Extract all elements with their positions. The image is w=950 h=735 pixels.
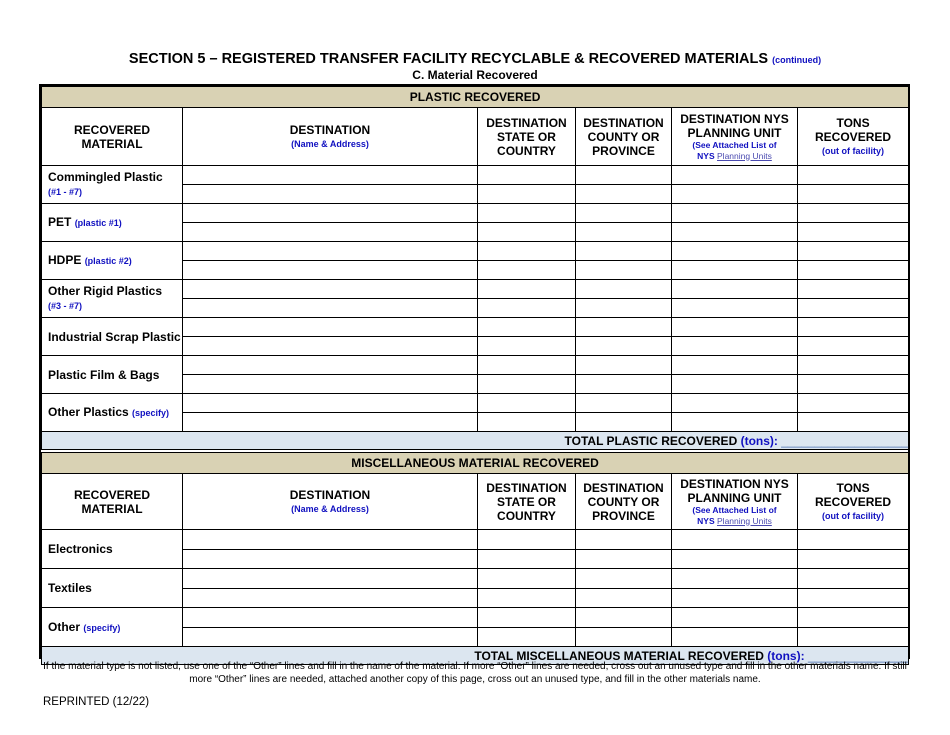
tons-field[interactable] [798, 318, 909, 337]
misc-total-label: TOTAL MISCELLANEOUS MATERIAL RECOVERED [474, 648, 764, 663]
planning-unit-field[interactable] [672, 261, 798, 280]
planning-unit-field[interactable] [672, 204, 798, 223]
planning-unit-field[interactable] [672, 549, 798, 569]
material-name: Industrial Scrap Plastic [48, 329, 181, 344]
col-material: RECOVERED MATERIAL [42, 474, 183, 530]
tons-field[interactable] [798, 337, 909, 356]
plastic-column-headers [42, 108, 909, 166]
reprint-label: REPRINTED (12/22) [43, 696, 150, 708]
col-material: RECOVERED MATERIAL [42, 108, 183, 166]
destination-field[interactable] [183, 242, 478, 261]
col-tons-note: (out of facility) [822, 145, 885, 156]
col-tons [798, 108, 909, 166]
section-subtitle: C. Material Recovered [412, 68, 538, 82]
col-planning-note [672, 140, 797, 162]
continued-label: (continued) [772, 55, 822, 65]
material-label [42, 356, 183, 394]
material-name: Textiles [48, 581, 92, 595]
state-field[interactable] [478, 318, 576, 337]
table-row [42, 394, 909, 413]
plastic-heading: PLASTIC RECOVERED [42, 87, 909, 108]
destination-field[interactable] [183, 337, 478, 356]
table-row [42, 166, 909, 185]
tons-field[interactable] [798, 549, 909, 569]
tons-field[interactable] [798, 166, 909, 185]
county-field[interactable] [576, 394, 672, 413]
material-note: (plastic #1) [74, 218, 122, 228]
state-field[interactable] [478, 549, 576, 569]
material-label [42, 166, 183, 204]
plastic-table [41, 86, 909, 450]
table-row [42, 318, 909, 337]
material-name: Other [48, 619, 81, 634]
col-county: DESTINATION COUNTY OR PROVINCE [576, 108, 672, 166]
material-name: Electronics [48, 542, 113, 556]
tons-field[interactable] [798, 185, 909, 204]
planning-unit-field[interactable] [672, 530, 798, 550]
col-destination [183, 108, 478, 166]
planning-unit-field[interactable] [672, 280, 798, 299]
planning-unit-field[interactable] [672, 394, 798, 413]
plastic-total-unit: (tons): [740, 433, 778, 448]
material-name: HDPE [48, 253, 82, 267]
col-planning [672, 474, 798, 530]
state-field[interactable] [478, 299, 576, 318]
material-name: Commingled Plastic [48, 170, 163, 184]
destination-field[interactable] [183, 608, 478, 628]
state-field[interactable] [478, 337, 576, 356]
county-field[interactable] [576, 608, 672, 628]
planning-unit-field[interactable] [672, 356, 798, 375]
title-text: SECTION 5 – REGISTERED TRANSFER FACILITY RECYCLABLE & RECOVERED MATERIALS [128, 51, 769, 67]
table-row [42, 242, 909, 261]
material-label [42, 242, 183, 280]
county-field[interactable] [576, 204, 672, 223]
col-state: DESTINATION STATE OR COUNTRY [478, 474, 576, 530]
material-name: Plastic Film & Bags [48, 367, 160, 382]
material-label [42, 530, 183, 569]
state-field[interactable] [478, 588, 576, 608]
tons-field[interactable] [798, 242, 909, 261]
county-field[interactable] [576, 530, 672, 550]
material-label [42, 204, 183, 242]
col-tons-note: (out of facility) [822, 510, 885, 521]
destination-field[interactable] [183, 569, 478, 589]
planning-note-b: NYS [697, 515, 715, 526]
destination-field[interactable] [183, 204, 478, 223]
col-destination [183, 474, 478, 530]
state-field[interactable] [478, 375, 576, 394]
destination-field[interactable] [183, 299, 478, 318]
planning-unit-field[interactable] [672, 375, 798, 394]
state-field[interactable] [478, 530, 576, 550]
col-state: DESTINATION STATE OR COUNTRY [478, 108, 576, 166]
county-field[interactable] [576, 299, 672, 318]
col-destination-label: DESTINATION [289, 122, 371, 137]
tons-field[interactable] [798, 608, 909, 628]
county-field[interactable] [576, 413, 672, 432]
table-row [42, 530, 909, 550]
planning-unit-field[interactable] [672, 337, 798, 356]
state-field[interactable] [478, 223, 576, 242]
col-tons-label: TONS RECOVERED [815, 115, 892, 144]
state-field[interactable] [478, 204, 576, 223]
destination-field[interactable] [183, 549, 478, 569]
table-row [42, 204, 909, 223]
material-note: (specify) [83, 622, 121, 633]
tons-field[interactable] [798, 356, 909, 375]
tons-field[interactable] [798, 299, 909, 318]
state-field[interactable] [478, 608, 576, 628]
col-planning [672, 108, 798, 166]
county-field[interactable] [576, 261, 672, 280]
destination-field[interactable] [183, 261, 478, 280]
county-field[interactable] [576, 356, 672, 375]
misc-rows [42, 530, 909, 647]
planning-units-link[interactable]: Planning Units [717, 515, 772, 526]
county-field[interactable] [576, 337, 672, 356]
plastic-total-row [42, 432, 909, 450]
col-county: DESTINATION COUNTY OR PROVINCE [576, 474, 672, 530]
table-row [42, 608, 909, 628]
tons-field[interactable] [798, 280, 909, 299]
table-row [42, 280, 909, 299]
material-note: (#3 - #7) [48, 301, 83, 311]
misc-table [41, 452, 909, 665]
planning-unit-field[interactable] [672, 223, 798, 242]
tons-field[interactable] [798, 627, 909, 647]
material-label [42, 318, 183, 356]
state-field[interactable] [478, 261, 576, 280]
planning-unit-field[interactable] [672, 627, 798, 647]
planning-note-a: (See Attached List of [692, 139, 777, 150]
county-field[interactable] [576, 549, 672, 569]
plastic-rows [42, 166, 909, 432]
table-row [42, 356, 909, 375]
destination-field[interactable] [183, 166, 478, 185]
material-note: (specify) [132, 408, 170, 418]
plastic-total-field[interactable]: ___________________ [781, 433, 909, 448]
county-field[interactable] [576, 280, 672, 299]
planning-unit-field[interactable] [672, 569, 798, 589]
material-name: Other Plastics [48, 405, 129, 419]
tons-field[interactable] [798, 569, 909, 589]
tons-field[interactable] [798, 394, 909, 413]
destination-field[interactable] [183, 588, 478, 608]
planning-unit-field[interactable] [672, 242, 798, 261]
misc-heading: MISCELLANEOUS MATERIAL RECOVERED [42, 453, 909, 474]
material-label [42, 394, 183, 432]
state-field[interactable] [478, 627, 576, 647]
col-tons [798, 474, 909, 530]
destination-field[interactable] [183, 627, 478, 647]
county-field[interactable] [576, 375, 672, 394]
destination-field[interactable] [183, 394, 478, 413]
county-field[interactable] [576, 588, 672, 608]
county-field[interactable] [576, 318, 672, 337]
planning-unit-field[interactable] [672, 166, 798, 185]
county-field[interactable] [576, 627, 672, 647]
section-title [0, 51, 950, 67]
footer-note: If the material type is not listed, use one of the “Other” lines and fill in the name of the material. If more “Other” lines are needed, cross out an unused type and fill in the other materials name. If still more “Other” lines are needed, attached another copy of this page, cross out an unused type, and fill in the other materials name. [43, 661, 907, 685]
col-planning-label: DESTINATION NYS PLANNING UNIT [680, 476, 789, 505]
state-field[interactable] [478, 356, 576, 375]
state-field[interactable] [478, 394, 576, 413]
material-note: (plastic #2) [84, 256, 132, 266]
col-tons-label: TONS RECOVERED [815, 480, 892, 509]
state-field[interactable] [478, 185, 576, 204]
destination-field[interactable] [183, 530, 478, 550]
planning-unit-field[interactable] [672, 588, 798, 608]
destination-field[interactable] [183, 185, 478, 204]
misc-total-unit: (tons): [767, 648, 805, 663]
material-name: PET [48, 215, 72, 229]
state-field[interactable] [478, 413, 576, 432]
col-destination-note: (Name & Address) [291, 138, 369, 149]
planning-note-a: (See Attached List of [692, 504, 777, 515]
planning-units-link[interactable]: Planning Units [717, 150, 772, 161]
destination-field[interactable] [183, 318, 478, 337]
col-destination-label: DESTINATION [289, 487, 371, 502]
state-field[interactable] [478, 242, 576, 261]
table-row [42, 569, 909, 589]
tons-field[interactable] [798, 261, 909, 280]
planning-unit-field[interactable] [672, 318, 798, 337]
destination-field[interactable] [183, 375, 478, 394]
state-field[interactable] [478, 280, 576, 299]
county-field[interactable] [576, 166, 672, 185]
misc-total-field[interactable]: _______________ [807, 648, 909, 663]
county-field[interactable] [576, 242, 672, 261]
planning-note-b: NYS [697, 150, 715, 161]
plastic-total [42, 432, 909, 450]
state-field[interactable] [478, 569, 576, 589]
county-field[interactable] [576, 185, 672, 204]
tons-field[interactable] [798, 588, 909, 608]
tons-field[interactable] [798, 375, 909, 394]
col-destination-note: (Name & Address) [291, 503, 369, 514]
tons-field[interactable] [798, 223, 909, 242]
material-label [42, 608, 183, 647]
material-label [42, 280, 183, 318]
state-field[interactable] [478, 166, 576, 185]
tons-field[interactable] [798, 204, 909, 223]
planning-unit-field[interactable] [672, 299, 798, 318]
destination-field[interactable] [183, 280, 478, 299]
county-field[interactable] [576, 223, 672, 242]
col-planning-label: DESTINATION NYS PLANNING UNIT [680, 111, 789, 140]
county-field[interactable] [576, 569, 672, 589]
tons-field[interactable] [798, 413, 909, 432]
col-planning-note [672, 505, 797, 527]
planning-unit-field[interactable] [672, 608, 798, 628]
tons-field[interactable] [798, 530, 909, 550]
material-name: Other Rigid Plastics [48, 284, 163, 298]
planning-unit-field[interactable] [672, 185, 798, 204]
plastic-total-label: TOTAL PLASTIC RECOVERED [564, 433, 738, 448]
material-note: (#1 - #7) [48, 187, 83, 197]
planning-unit-field[interactable] [672, 413, 798, 432]
destination-field[interactable] [183, 356, 478, 375]
material-label [42, 569, 183, 608]
misc-column-headers [42, 474, 909, 530]
destination-field[interactable] [183, 413, 478, 432]
destination-field[interactable] [183, 223, 478, 242]
